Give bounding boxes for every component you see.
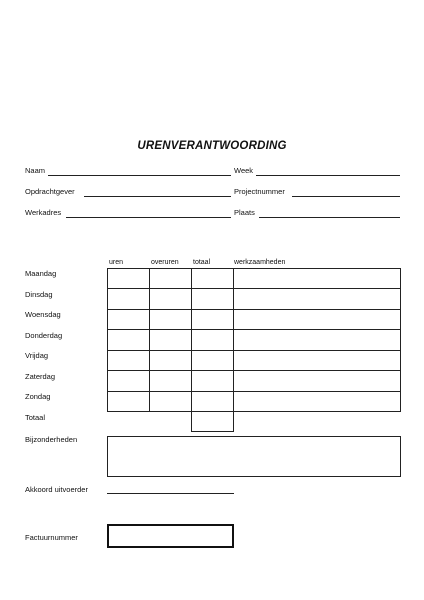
plaats-label: Plaats — [234, 208, 255, 217]
projectnummer-field[interactable] — [292, 196, 400, 197]
day-label-donderdag: Donderdag — [25, 331, 63, 340]
col-header-uren: uren — [109, 259, 124, 266]
day-label-maandag: Maandag — [25, 269, 57, 278]
week-field[interactable] — [256, 175, 400, 176]
total-label: Totaal — [25, 413, 46, 422]
form-title: URENVERANTWOORDING — [137, 140, 287, 152]
opdrachtgever-label: Opdrachtgever — [25, 187, 75, 196]
col-header-werkzaamheden: werkzaamheden — [234, 259, 286, 266]
werkadres-label: Werkadres — [25, 208, 62, 217]
col-header-overuren: overuren — [151, 259, 179, 266]
opdrachtgever-field[interactable] — [84, 196, 231, 197]
col-header-totaal: totaal — [193, 259, 211, 266]
total-cell[interactable] — [191, 411, 234, 432]
naam-field[interactable] — [48, 175, 231, 176]
naam-label: Naam — [25, 166, 46, 175]
hours-grid-lines — [107, 268, 401, 412]
projectnummer-label: Projectnummer — [234, 187, 285, 196]
factuurnummer-box[interactable] — [107, 524, 234, 548]
week-label: Week — [234, 166, 254, 175]
akkoord-label: Akkoord uitvoerder — [25, 485, 88, 494]
bijzonderheden-label: Bijzonderheden — [25, 435, 78, 444]
bijzonderheden-box[interactable] — [107, 436, 401, 477]
akkoord-signature-line[interactable] — [107, 493, 234, 494]
day-label-dinsdag: Dinsdag — [25, 290, 53, 299]
werkadres-field[interactable] — [66, 217, 231, 218]
day-label-zondag: Zondag — [25, 392, 51, 401]
plaats-field[interactable] — [259, 217, 400, 218]
day-label-vrijdag: Vrijdag — [25, 351, 49, 360]
day-label-woensdag: Woensdag — [25, 310, 61, 319]
day-label-zaterdag: Zaterdag — [25, 372, 56, 381]
hours-grid — [107, 268, 401, 412]
factuurnummer-label: Factuurnummer — [25, 533, 78, 542]
